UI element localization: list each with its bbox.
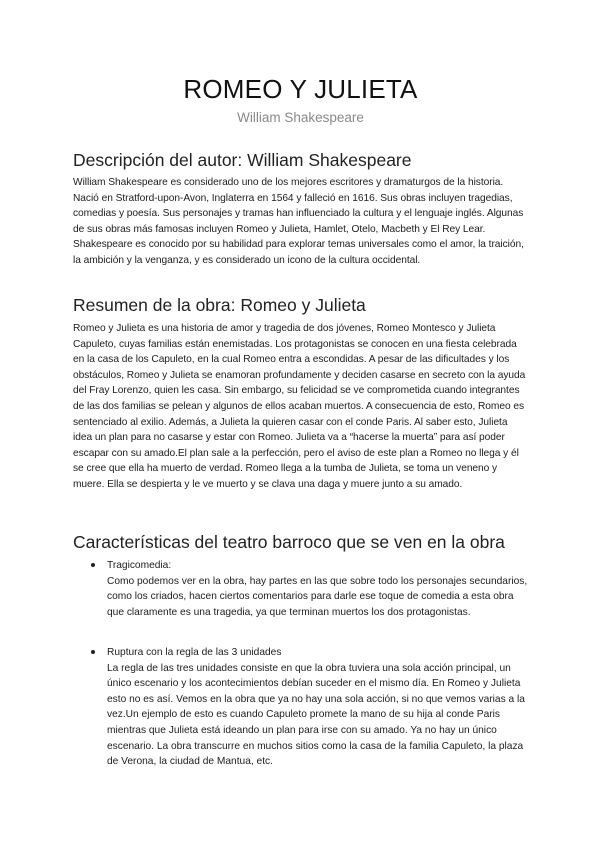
document-title: ROMEO Y JULIETA — [183, 74, 418, 104]
summary-heading: Resumen de la obra: Romeo y Julieta — [73, 295, 366, 315]
author-paragraph: William Shakespeare es considerado uno de los mejores escritores y dramaturgos de la historia. Nació en Stratford-upon-Avon, Inglaterra en 1564 y falleció en 1616. Sus obras incluyen tragedias, comedias y poesía. Sus personajes y tramas han influenciado la cultura y el lenguaje inglés. Algunas de sus obras más famosas incluyen Romeo y Julieta, Hamlet, Otelo, Macbeth y El Rey Lear. Shakespeare es conocido por su habilidad para explorar temas universales como el amor, la traición, la ambición y la venganza, y es considerado un icono de la cultura occidental. — [73, 177, 524, 266]
list-item-label: Ruptura con la regla de las 3 unidades — [107, 647, 282, 658]
author-heading: Descripción del autor: William Shakespeare — [73, 150, 412, 170]
bullet-icon — [91, 650, 95, 654]
list-item-label: Tragicomedia: — [107, 560, 172, 571]
list-item-text: La regla de las tres unidades consiste en que la obra tuviera una sola acción principal, un único escenario y los acontecimientos debían suceder en el mismo día. En Romeo y Julieta esto no es así. Vemos en la obra que ya no hay una sola acción, si no que vemos varias a la vez.Un ejemplo de esto es cuando Capuleto promete la mano de su hija al conde Paris mientras que Julieta está ideando un plan para irse con su amado. Ya no hay un único escenario. La obra transcurre en muchos sitios como la casa de la familia Capuleto, la plaza de Verona, la ciudad de Mantua, etc. — [107, 662, 525, 768]
list-item-text: Como podemos ver en la obra, hay partes en las que sobre todo los personajes secundarios, como los criados, hacen ciertos comentarios para darle ese toque de comedia a esta obra que claramente es una tragedia, ya que terminan muertos los dos protagonistas. — [107, 575, 528, 618]
bullet-icon — [91, 563, 95, 567]
document-subtitle: William Shakespeare — [237, 110, 364, 125]
summary-paragraph: Romeo y Julieta es una historia de amor y tragedia de dos jóvenes, Romeo Montesco y Julieta Capuleto, cuyas familias están enemistadas. Los protagonistas se conocen en una fiesta celebrada en la casa de los Capuleto, en la cual Romeo entra a escondidas. A pesar de las dificultades y los obstáculos, Romeo y Julieta se enamoran profundamente y deciden casarse en secreto con la ayuda del Fray Lorenzo, quien les casa. Sin embargo, su felicidad se ve comprometida cuando integrantes de las dos familias se pelean y algunos de ellos acaban muertos. A consecuencia de esto, Romeo es sentenciado al exilio. Además, a Julieta la quieren casar con el conde Paris. Al saber esto, Julieta idea un plan para no casarse y estar con Romeo. Julieta va a “hacerse la muerta” para así poder escapar con su amado.El plan sale a la perfección, pero el aviso de este plan a Romeo no llega y él se cree que ella ha muerto de verdad. Romeo llega a la tumba de Julieta, se toma un veneno y muere. Ella se despierta y le ve muerto y se clava una daga y muere junto a su amado. — [73, 323, 526, 490]
features-heading: Características del teatro barroco que se ven en la obra — [73, 532, 505, 552]
